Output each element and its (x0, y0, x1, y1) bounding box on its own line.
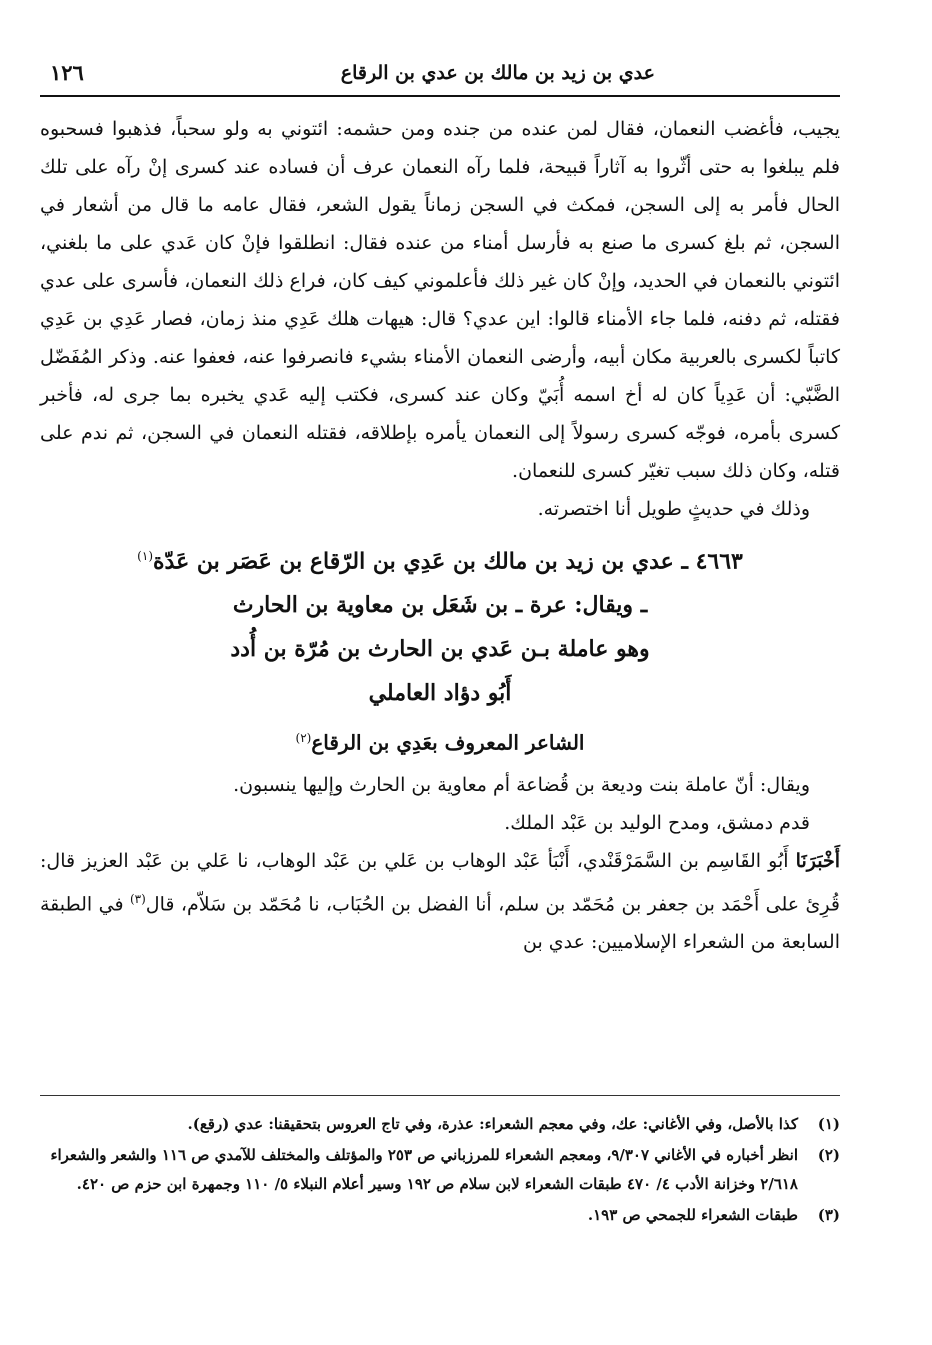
paragraph: ويقال: أنّ عاملة بنت وديعة بن قُضاعة أم معاوية بن الحارث وإليها ينسبون. (233, 773, 810, 796)
footnote-number: (١) (817, 1115, 840, 1133)
entry-heading-line (40, 715, 840, 766)
paragraph: يجيب، فأغضب النعمان، فقال لمن عنده من جنده ومن حشمه: ائتوني به ولو سحباً، فذهبوا فسحبوه فلم يبلغوا به حتى أثّروا به آثاراً قبيحة، فلما رآه النعمان عرف أن فساده عند كسرى إنْ رآه على تلك الحال فأمر به إلى السجن، فمكث في السجن زماناً يقول الشعر، فقال عامه ما قال من أشعار في السجن، ثم بلغ كسرى ما صنع به فأرسل أمناء من عنده فقال: انطلقوا فإنْ كان عَدي على ما بلغني، ائتوني بالنعمان في الحديد، وإنْ كان غير ذلك فأعلموني كيف كان، فراع ذلك النعمان، فأسرى على عدي فقتله، ثم دفنه، فلما جاء الأمناء قالوا: اين عدي؟ قال: هيهات هلك عَدِي منذ زمان، فصار عَدِي بن عَدِي كاتباً لكسرى بالعربية مكان أبيه، وأرضى النعمان الأمناء بشيء فانصرفوا عنه، فعفوا عنه. وذكر المُفَضّل الضَّبّي: أن عَدِياً كان له أخ اسمه أُبَيّ وكان عند كسرى، فكتب إليه عَدي يخبره بما جرى له، فأخبر كسرى بأمره، فوجّه كسرى رسولاً إلى النعمان يأمره بإطلاقه، فقتله النعمان في السجن، ثم ندم على قتله، وكان ذلك سبب تغيّر كسرى للنعمان. (40, 118, 840, 482)
biography-entry-heading (40, 534, 840, 766)
footnote-text: طبقات الشعراء للجمحي ص ١٩٣. (587, 1206, 798, 1224)
paragraph: وذلك في حديثٍ طويل أنا اختصرته. (537, 498, 810, 520)
footnote (40, 1141, 840, 1199)
page-number: ١٢٦ (50, 60, 84, 85)
running-header (40, 60, 840, 90)
entry-heading-text: الشاعر المعروف بعَدِي بن الرقاع (311, 730, 585, 755)
footnote-text: كذا بالأصل، وفي الأغاني: عك، وفي معجم الشعراء: عذرة، وفي تاج العروس بتحقيقنا: عدي (رقع). (187, 1115, 798, 1133)
footnote-marker: (٣) (129, 891, 146, 906)
footnote-marker: (٢) (295, 731, 312, 746)
isnad-text: أَبُو القَاسِم بن السَّمَرْقَنْدي، أَنْبَأ عَبْد الوهاب بن عَلي بن عَبْد الوهاب، نا عَلي بن عَبْد العزيز قال: قُرِئ على أَحْمَد بن جعفر بن مُحَمّد بن سلم، أنا الفضل بن الحُبَاب، نا مُحَمّد بن سَلاّم، قال (40, 849, 840, 916)
footnote-number: (٢) (817, 1146, 840, 1164)
entry-heading-line (40, 534, 840, 583)
running-header-title: عدي بن زيد بن مالك بن عدي بن الرقاع (340, 62, 655, 84)
header-rule (40, 95, 840, 97)
entry-heading-text: ٤٦٦٣ ـ عدي بن زيد بن مالك بن عَدِي بن الرّقاع بن عَصَر بن عَدّة (153, 548, 743, 575)
entry-heading-line: ـ ويقال: عرة ـ بن شَعَل بن معاوية بن الحارث (232, 592, 648, 619)
footnote-text: انظر أخباره في الأغاني ٩/٣٠٧، ومعجم الشعراء للمرزباني ص ٢٥٣ والمؤتلف والمختلف للآمدي ص ١١٦ والشعر والشعراء ٢/٦١٨ وخزانة الأدب ٤/ ٤٧٠ طبقات الشعراء لابن سلام ص ١٩٢ وسير أعلام النبلاء ٥/ ١١٠ وجمهرة ابن حزم ص ٤٢٠. (50, 1146, 798, 1193)
footnote (40, 1201, 840, 1230)
footnote-number: (٣) (817, 1206, 840, 1224)
footnotes (40, 1110, 840, 1232)
entry-heading-line: وهو عاملة بـن عَدي بن الحارث بن مُرّة بن أُدد (230, 636, 650, 663)
main-text (40, 110, 840, 961)
footnotes-rule (40, 1095, 840, 1096)
isnad-text: في الطبقة السابعة من الشعراء الإسلاميين: عدي بن (40, 893, 840, 954)
entry-heading-line: أَبُو دؤاد العاملي (368, 680, 512, 707)
isnad-lead-word: أَخْبَرَنَا (795, 849, 840, 872)
footnote-marker: (١) (137, 549, 153, 563)
paragraph (40, 842, 840, 961)
paragraph: قدم دمشق، ومدح الوليد بن عَبْد الملك. (504, 811, 810, 834)
footnote (40, 1110, 840, 1139)
